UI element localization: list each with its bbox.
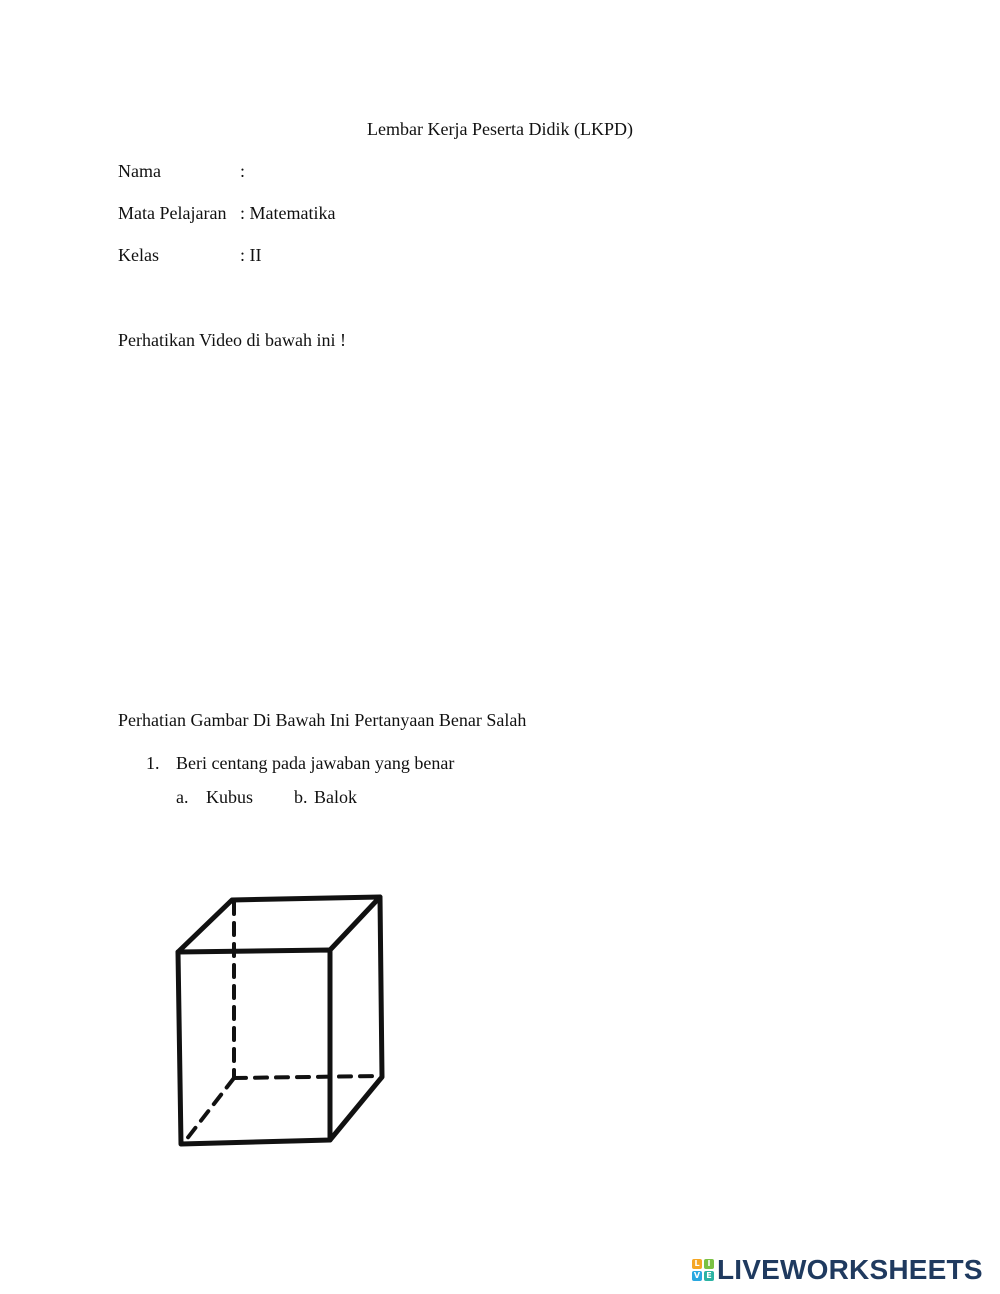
question-number: 1.: [146, 753, 160, 773]
field-value-kelas: : II: [240, 245, 262, 265]
video-instruction: Perhatikan Video di bawah ini !: [118, 330, 347, 350]
page-title: Lembar Kerja Peserta Didik (LKPD): [367, 119, 633, 139]
question-text: Beri centang pada jawaban yang benar: [176, 753, 455, 773]
liveworksheets-logo-icon: L I V E: [692, 1259, 714, 1281]
video-placeholder: [118, 370, 882, 690]
liveworksheets-watermark: [692, 1254, 983, 1286]
option-b-letter: b.: [294, 787, 308, 807]
field-label-mata-pelajaran: Mata Pelajaran: [118, 203, 227, 223]
option-a-text[interactable]: Kubus: [206, 787, 254, 807]
watermark-text: LIVEWORKSHEETS: [717, 1254, 983, 1285]
section-heading: Perhatian Gambar Di Bawah Ini Pertanyaan Benar Salah: [118, 710, 527, 730]
field-label-nama: Nama: [118, 161, 161, 181]
field-value-nama: :: [240, 161, 246, 181]
option-b-text[interactable]: Balok: [314, 787, 357, 807]
field-value-mata-pelajaran: : Matematika: [240, 203, 336, 223]
option-a-letter: a.: [176, 787, 189, 807]
cuboid-drawing-icon: [172, 890, 392, 1155]
field-label-kelas: Kelas: [118, 245, 159, 265]
